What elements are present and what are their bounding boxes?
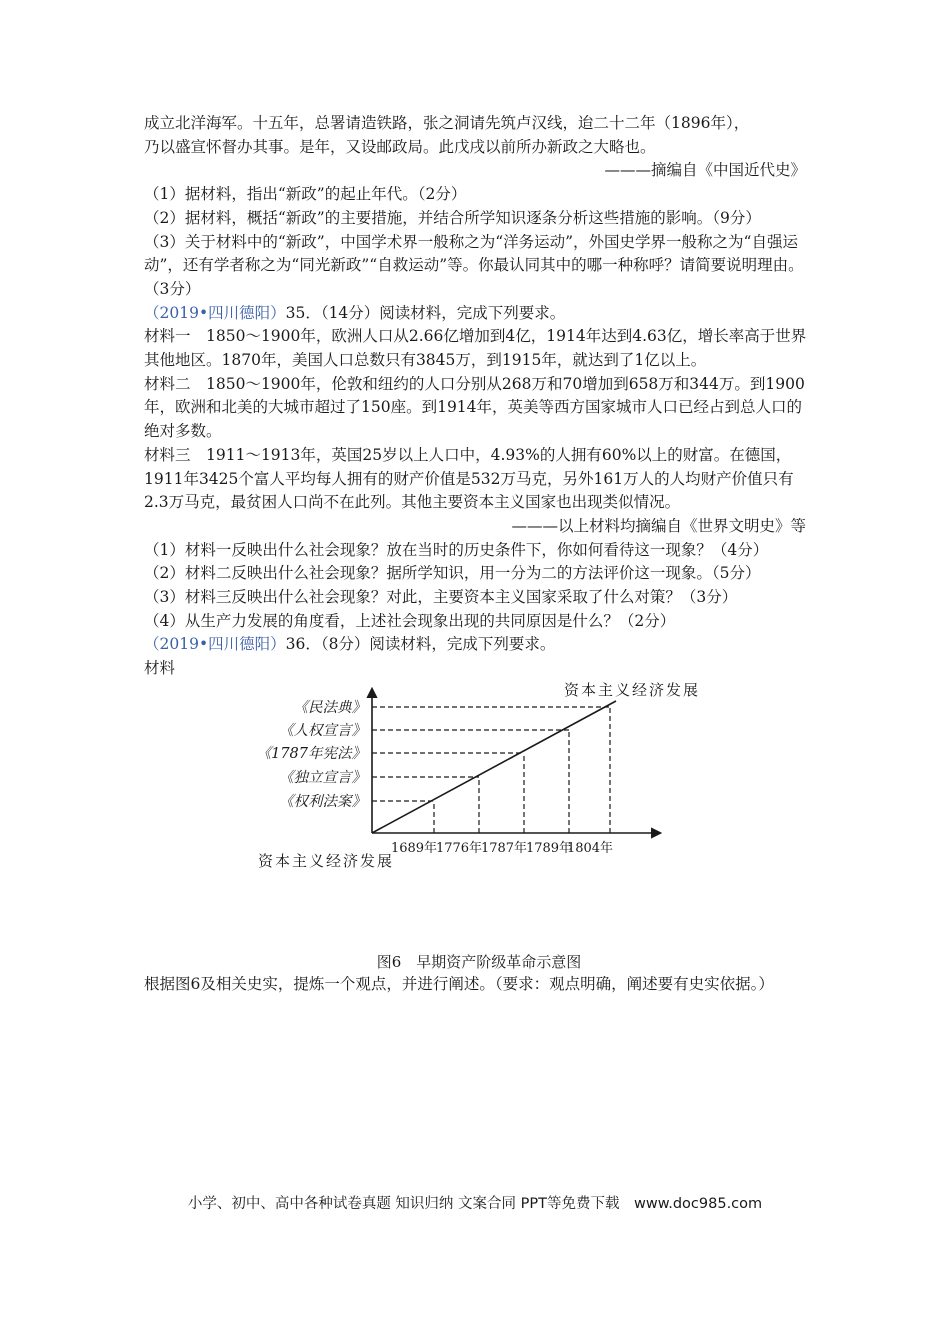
q35-material-3: 材料三 1911～1913年，英国25岁以上人口中，4.93%的人拥有60%以上的财富。在德国，1911年3425个富人平均每人拥有的财产价值是532万马克，另外161万人的人均财产价值只有2.3万马克，最贫困人口尚不在此列。其他主要资本主义国家也出现类似情况。 — [144, 445, 794, 512]
q36-header-text: 36．（8分）阅读材料，完成下列要求。 — [285, 635, 556, 654]
economy-trend-line — [372, 701, 616, 833]
page-footer: 小学、初中、高中各种试卷真题 知识归纳 文案合同 PPT等免费下载 www.doc985.com — [187, 1196, 763, 1212]
q36-material-label: 材料 — [144, 659, 176, 678]
revolution-chart — [144, 681, 814, 951]
intro-line-1: 成立北洋海军。十五年，总署请造铁路，张之洞请先筑卢汉线，迨二十二年（1896年）， — [144, 114, 750, 132]
y-tick-label-2: 《独立宣言》 — [279, 769, 366, 786]
x-tick-label-4: 1789年 — [525, 840, 573, 856]
q35-question-2: （2）材料二反映出什么社会现象？据所学知识，用一分为二的方法评价这一现象。（5分） — [144, 564, 761, 583]
y-tick-label-5: 《民法典》 — [293, 699, 366, 716]
x-tick-label-1: 1689年 — [390, 840, 438, 856]
q35-header — [144, 302, 814, 326]
x-axis-title: 资本主义经济发展 — [258, 851, 395, 870]
q35-question-3: （3）材料三反映出什么社会现象？对此，主要资本主义国家采取了什么对策？（3分） — [144, 588, 738, 607]
x-tick-label-5: 1804年 — [566, 840, 614, 856]
revolution-chart-svg — [144, 681, 814, 951]
y-tick-label-4: 《人权宣言》 — [279, 722, 366, 739]
q36-task: 根据图6及相关史实，提炼一个观点，并进行阐述。（要求：观点明确，阐述要有史实依据。） — [144, 974, 774, 993]
figure-caption: 图6 早期资产阶级革命示意图 — [376, 952, 582, 971]
q35-question-1: （1）材料一反映出什么社会现象？放在当时的历史条件下，你如何看待这一现象？（4分） — [144, 540, 769, 559]
q35-attribution: ———以上材料均摘编自《世界文明史》等 — [511, 516, 806, 535]
trend-line-label: 资本主义经济发展 — [564, 680, 701, 699]
q34-question-1: （1）据材料，指出“新政”的起止年代。（2分） — [144, 185, 467, 204]
q36-source: （2019•四川德阳） — [144, 635, 286, 654]
q35-question-4: （4）从生产力发展的角度看，上述社会现象出现的共同原因是什么？（2分） — [144, 611, 676, 630]
q35-material-1: 材料一 1850～1900年，欧洲人口从2.66亿增加到4亿，1914年达到4.63亿，增长率高于世界其他地区。1870年，美国人口总数只有3845万，到1915年，就达到了1亿以上。 — [144, 327, 807, 370]
q34-question-3: （3）关于材料中的“新政”，中国学术界一般称之为“洋务运动”，外国史学界一般称之为“自强运动”，还有学者称之为“同光新政”“自救运动”等。你最认同其中的哪一种称呼？请简要说明理由。（3分） — [144, 232, 804, 298]
x-tick-label-2: 1776年 — [435, 840, 483, 856]
intro-attribution: ———摘编自《中国近代史》 — [604, 161, 806, 180]
q35-source: （2019•四川德阳） — [144, 303, 286, 322]
q35-header-text: 35．（14分）阅读材料，完成下列要求。 — [285, 303, 566, 322]
y-tick-label-1: 《权利法案》 — [279, 793, 366, 810]
q36-header — [144, 633, 814, 657]
x-tick-label-3: 1787年 — [480, 840, 528, 856]
document-page — [144, 112, 814, 997]
y-tick-label-3: 《1787年宪法》 — [256, 745, 366, 762]
intro-line-2: 乃以盛宣怀督办其事。是年，又设邮政局。此戊戌以前所办新政之大略也。 — [144, 137, 656, 156]
q34-question-2: （2）据材料，概括“新政”的主要措施，并结合所学知识逐条分析这些措施的影响。（9分） — [144, 208, 761, 227]
q35-material-2: 材料二 1850～1900年，伦敦和纽约的人口分别从268万和70增加到658万和344万。到1900年，欧洲和北美的大城市超过了150座。到1914年，英美等西方国家城市人口已经占到总人口的绝对多数。 — [144, 374, 805, 441]
